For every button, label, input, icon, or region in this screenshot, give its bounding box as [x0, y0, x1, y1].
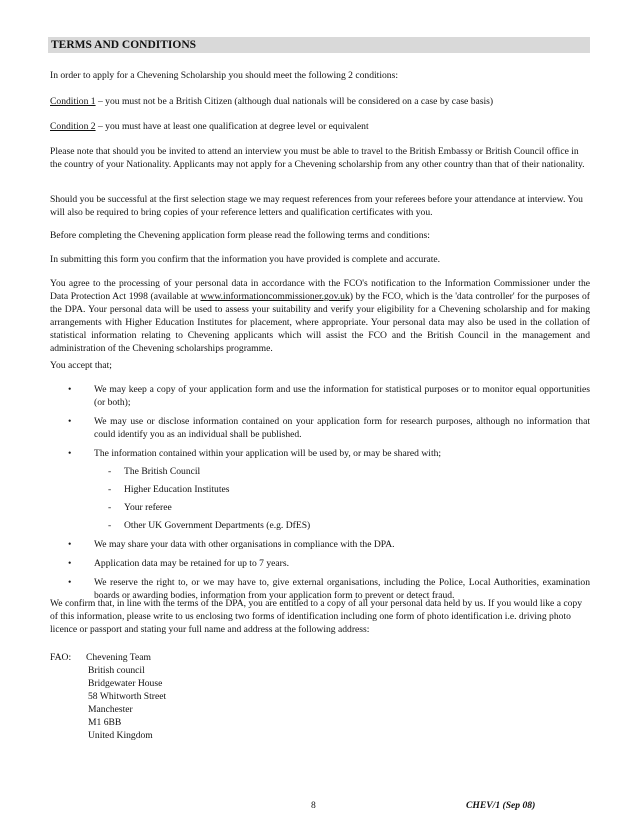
sub-list-item [94, 465, 590, 478]
bullet-icon: • [68, 416, 72, 427]
address-line: United Kingdom [88, 730, 153, 741]
sub-item-text: Your referee [124, 502, 172, 513]
page-number: 8 [311, 800, 316, 811]
address-line: Manchester [88, 704, 133, 715]
section-heading: TERMS AND CONDITIONS [48, 37, 590, 53]
data-processing-paragraph [50, 277, 590, 355]
bullet-icon: • [68, 558, 72, 569]
confirm-paragraph: In submitting this form you confirm that the information you have provided is complete and accurate. [50, 254, 441, 265]
condition-1 [50, 95, 590, 108]
address-lines [86, 651, 166, 742]
bullet-text: We may share your data with other organisations in compliance with the DPA. [94, 539, 395, 550]
address-line: Chevening Team [86, 652, 151, 663]
sub-item-text: Higher Education Institutes [124, 484, 230, 495]
sub-list-item [94, 501, 590, 514]
sub-item-text: The British Council [124, 466, 201, 477]
dash-icon: - [108, 502, 112, 513]
data-text-after-link: ) by the FCO, which is the 'data controller' for the purposes of the DPA. Your personal data will be used to assess your suitability and verify your eligibility for a Chevening scholarship and for making arrangements with Higher Education Institutes for placement, where appropriate. Your personal data may also be used in the collation of statistical information relating to Chevening applicants which will assist the FCO and the British Council in the management and administration of the Chevening scholarships programme. [50, 291, 590, 354]
bullet-text: We may keep a copy of your application form and use the information for statistical purposes or to monitor equal opportunities (or both); [94, 384, 590, 408]
dash-icon: - [108, 520, 112, 531]
bullet-item [50, 415, 590, 441]
data-text-before-link: You agree to the processing of your personal data in accordance with the FCO's notification to the Information Commissioner under the Data Protection Act 1998 (available at [50, 278, 590, 302]
bullet-item [50, 557, 590, 570]
bullet-item [50, 383, 590, 409]
address-line: Bridgewater House [88, 678, 163, 689]
address-line: M1 6BB [88, 717, 122, 728]
dash-icon: - [108, 466, 112, 477]
condition-2-label: Condition 2 [50, 121, 96, 132]
dash-icon: - [108, 484, 112, 495]
fao-label: FAO: [50, 652, 72, 663]
copy-request-paragraph: We confirm that, in line with the terms of the DPA, you are entitled to a copy of all your personal data held by us. If you would like a copy of this information, please write to us enclosing two forms of identification including one form of photo identification i.e. driving photo licence or passport and stating your full name and address at the following address: [50, 598, 582, 635]
condition-1-label: Condition 1 [50, 96, 96, 107]
terms-bullet-list [50, 383, 590, 602]
commissioner-link[interactable]: www.informationcommissioner.gov.uk [200, 291, 350, 302]
condition-2 [50, 120, 590, 133]
bullet-icon: • [68, 539, 72, 550]
address-line: 58 Whitworth Street [88, 691, 167, 702]
condition-1-text: – you must not be a British Citizen (although dual nationals will be considered on a case by case basis) [95, 96, 494, 107]
bullet-text: We may use or disclose information contained on your application form for research purposes, although no information that could identify you as an individual shall be published. [94, 416, 590, 440]
sub-item-text: Other UK Government Departments (e.g. DfES) [124, 520, 311, 531]
document-reference: CHEV/1 (Sep 08) [466, 800, 536, 811]
recipient-sub-list [94, 465, 590, 532]
bullet-item [50, 538, 590, 551]
bullet-icon: • [68, 384, 72, 395]
intro-text: In order to apply for a Chevening Scholarship you should meet the following 2 conditions: [50, 70, 398, 81]
bullet-text: Application data may be retained for up to 7 years. [94, 558, 290, 569]
accept-intro: You accept that; [50, 360, 112, 371]
references-paragraph: Should you be successful at the first selection stage we may request references from your referees before your attendance at interview. You will also be required to bring copies of your reference letters and qualification certificates with you. [50, 194, 583, 218]
before-completing-paragraph: Before completing the Chevening application form please read the following terms and conditions: [50, 230, 430, 241]
bullet-icon: • [68, 448, 72, 459]
sub-list-item [94, 483, 590, 496]
bullet-text: The information contained within your application will be used by, or may be shared with; [94, 448, 442, 459]
sub-list-item [94, 519, 590, 532]
bullet-icon: • [68, 577, 72, 588]
bullet-text: We reserve the right to, or we may have to, give external organisations, including the Police, Local Authorities, examination boards or awarding bodies, information from your application form to prevent or detect fraud. [94, 577, 590, 601]
address-line: British council [88, 665, 145, 676]
bullet-item [50, 447, 590, 532]
condition-2-text: – you must have at least one qualification at degree level or equivalent [95, 121, 369, 132]
interview-paragraph: Please note that should you be invited to attend an interview you must be able to travel to the British Embassy or British Council office in the country of your Nationality. Applicants may not apply for a Chevening scholarship from any other country than that of their nationality. [50, 146, 585, 170]
